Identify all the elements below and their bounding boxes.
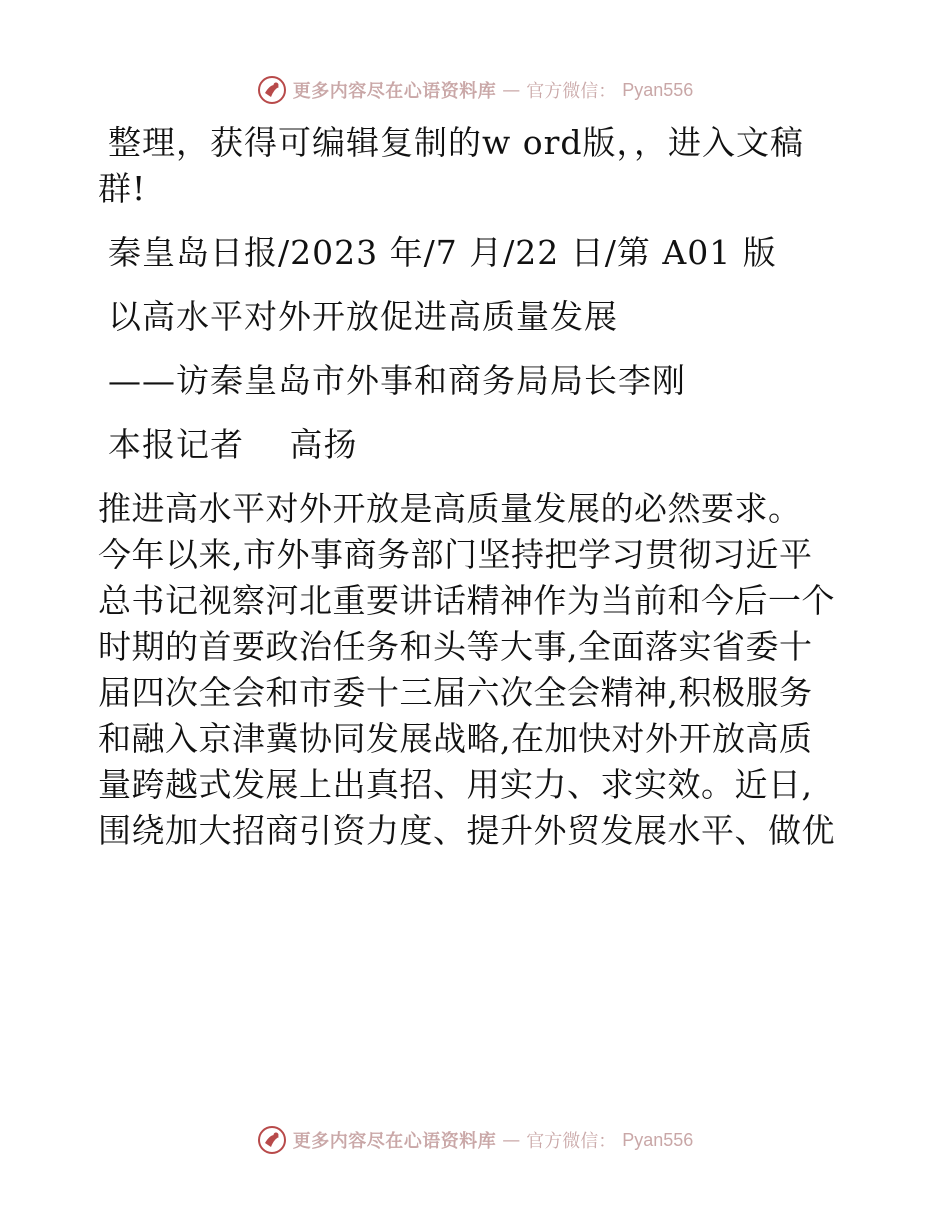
watermark-dash: — [502, 79, 521, 101]
paragraph-line: 届四次全会和市委十三届六次全会精神,积极服务 [98, 673, 813, 712]
brand-logo-icon [257, 1125, 287, 1155]
paragraph-line: 总书记视察河北重要讲话精神作为当前和今后一个 [98, 581, 835, 620]
paragraph-line: 今年以来,市外事商务部门坚持把学习贯彻习近平 [98, 535, 813, 574]
subheadline: ——访秦皇岛市外事和商务局局长李刚 [108, 361, 686, 400]
headline: 以高水平对外开放促进高质量发展 [108, 297, 618, 336]
intro-line-2: 群! [98, 169, 147, 208]
document-body [98, 120, 858, 854]
intro-line-1: 整理，获得可编辑复制的w ord版，，进入文稿 [108, 123, 805, 162]
header-watermark [0, 70, 950, 110]
paragraph-line: 量跨越式发展上出真招、用实力、求实效。近日, [98, 765, 813, 804]
paragraph-line: 和融入京津冀协同发展战略,在加快对外开放高质 [98, 719, 813, 758]
watermark-account: Pyan556 [622, 1129, 694, 1150]
byline: 本报记者 高扬 [108, 425, 358, 464]
source-line: 秦皇岛日报/2023 年/7 月/22 日/第 A01 版 [108, 233, 777, 272]
article-paragraph [98, 486, 858, 854]
brand-logo-icon [257, 75, 287, 105]
watermark-brand: 更多内容尽在心语资料库 [292, 1131, 497, 1152]
watermark-wechat-label: 官方微信： [526, 81, 617, 102]
watermark-wechat-label: 官方微信： [526, 1131, 617, 1152]
paragraph-line: 围绕加大招商引资力度、提升外贸发展水平、做优 [98, 811, 835, 850]
watermark-brand: 更多内容尽在心语资料库 [292, 81, 497, 102]
paragraph-line: 时期的首要政治任务和头等大事,全面落实省委十 [98, 627, 813, 666]
paragraph-line: 推进高水平对外开放是高质量发展的必然要求。 [98, 489, 802, 528]
watermark-dash: — [502, 1129, 521, 1151]
watermark-account: Pyan556 [622, 79, 694, 100]
footer-watermark [0, 1120, 950, 1160]
